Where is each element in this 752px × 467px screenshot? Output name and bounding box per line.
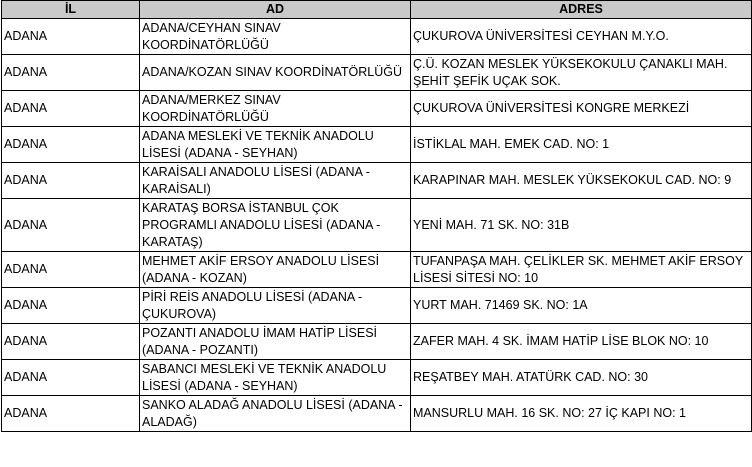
cell-adres: ÇUKUROVA ÜNİVERSİTESİ CEYHAN M.Y.O. [411,19,752,55]
table-row [2,360,752,396]
table-row [2,55,752,91]
cell-ad: ADANA/CEYHAN SINAV KOORDİNATÖRLÜĞÜ [140,19,411,55]
cell-il: ADANA [2,55,140,91]
table-row [2,288,752,324]
cell-adres: MANSURLU MAH. 16 SK. NO: 27 İÇ KAPI NO: 1 [411,396,752,432]
cell-il: ADANA [2,288,140,324]
cell-ad: ADANA/MERKEZ SINAV KOORDİNATÖRLÜĞÜ [140,91,411,127]
cell-adres: TUFANPAŞA MAH. ÇELİKLER SK. MEHMET AKİF ERSOY LİSESİ SİTESİ NO: 10 [411,252,752,288]
cell-adres: ZAFER MAH. 4 SK. İMAM HATİP LİSE BLOK NO: 10 [411,324,752,360]
table-row [2,163,752,199]
cell-adres: YENİ MAH. 71 SK. NO: 31B [411,199,752,252]
cell-ad: ADANA/KOZAN SINAV KOORDİNATÖRLÜĞÜ [140,55,411,91]
cell-ad: POZANTI ANADOLU İMAM HATİP LİSESİ (ADANA - POZANTI) [140,324,411,360]
table-row [2,19,752,55]
exam-centers-table [1,0,752,432]
cell-adres: ÇUKUROVA ÜNİVERSİTESİ KONGRE MERKEZİ [411,91,752,127]
cell-il: ADANA [2,252,140,288]
cell-ad: PİRİ REİS ANADOLU LİSESİ (ADANA - ÇUKUROVA) [140,288,411,324]
cell-adres: Ç.Ü. KOZAN MESLEK YÜKSEKOKULU ÇANAKLI MAH. ŞEHİT ŞEFİK UÇAK SOK. [411,55,752,91]
cell-il: ADANA [2,127,140,163]
cell-ad: KARAİSALI ANADOLU LİSESİ (ADANA - KARAİSALI) [140,163,411,199]
header-adres: ADRES [411,1,752,19]
table-row [2,324,752,360]
header-il: İL [2,1,140,19]
cell-il: ADANA [2,199,140,252]
cell-ad: KARATAŞ BORSA İSTANBUL ÇOK PROGRAMLI ANADOLU LİSESİ (ADANA - KARATAŞ) [140,199,411,252]
table-row [2,252,752,288]
table-row [2,199,752,252]
cell-ad: ADANA MESLEKİ VE TEKNİK ANADOLU LİSESİ (ADANA - SEYHAN) [140,127,411,163]
cell-adres: İSTİKLAL MAH. EMEK CAD. NO: 1 [411,127,752,163]
header-ad: AD [140,1,411,19]
table-row [2,127,752,163]
cell-il: ADANA [2,163,140,199]
cell-ad: SANKO ALADAĞ ANADOLU LİSESİ (ADANA - ALADAĞ) [140,396,411,432]
cell-il: ADANA [2,360,140,396]
cell-il: ADANA [2,396,140,432]
cell-il: ADANA [2,91,140,127]
cell-il: ADANA [2,324,140,360]
cell-ad: MEHMET AKİF ERSOY ANADOLU LİSESİ (ADANA - KOZAN) [140,252,411,288]
cell-ad: SABANCI MESLEKİ VE TEKNİK ANADOLU LİSESİ (ADANA - SEYHAN) [140,360,411,396]
cell-adres: REŞATBEY MAH. ATATÜRK CAD. NO: 30 [411,360,752,396]
cell-il: ADANA [2,19,140,55]
cell-adres: KARAPINAR MAH. MESLEK YÜKSEKOKUL CAD. NO: 9 [411,163,752,199]
header-row [2,1,752,19]
table-row [2,91,752,127]
table-row [2,396,752,432]
cell-adres: YURT MAH. 71469 SK. NO: 1A [411,288,752,324]
